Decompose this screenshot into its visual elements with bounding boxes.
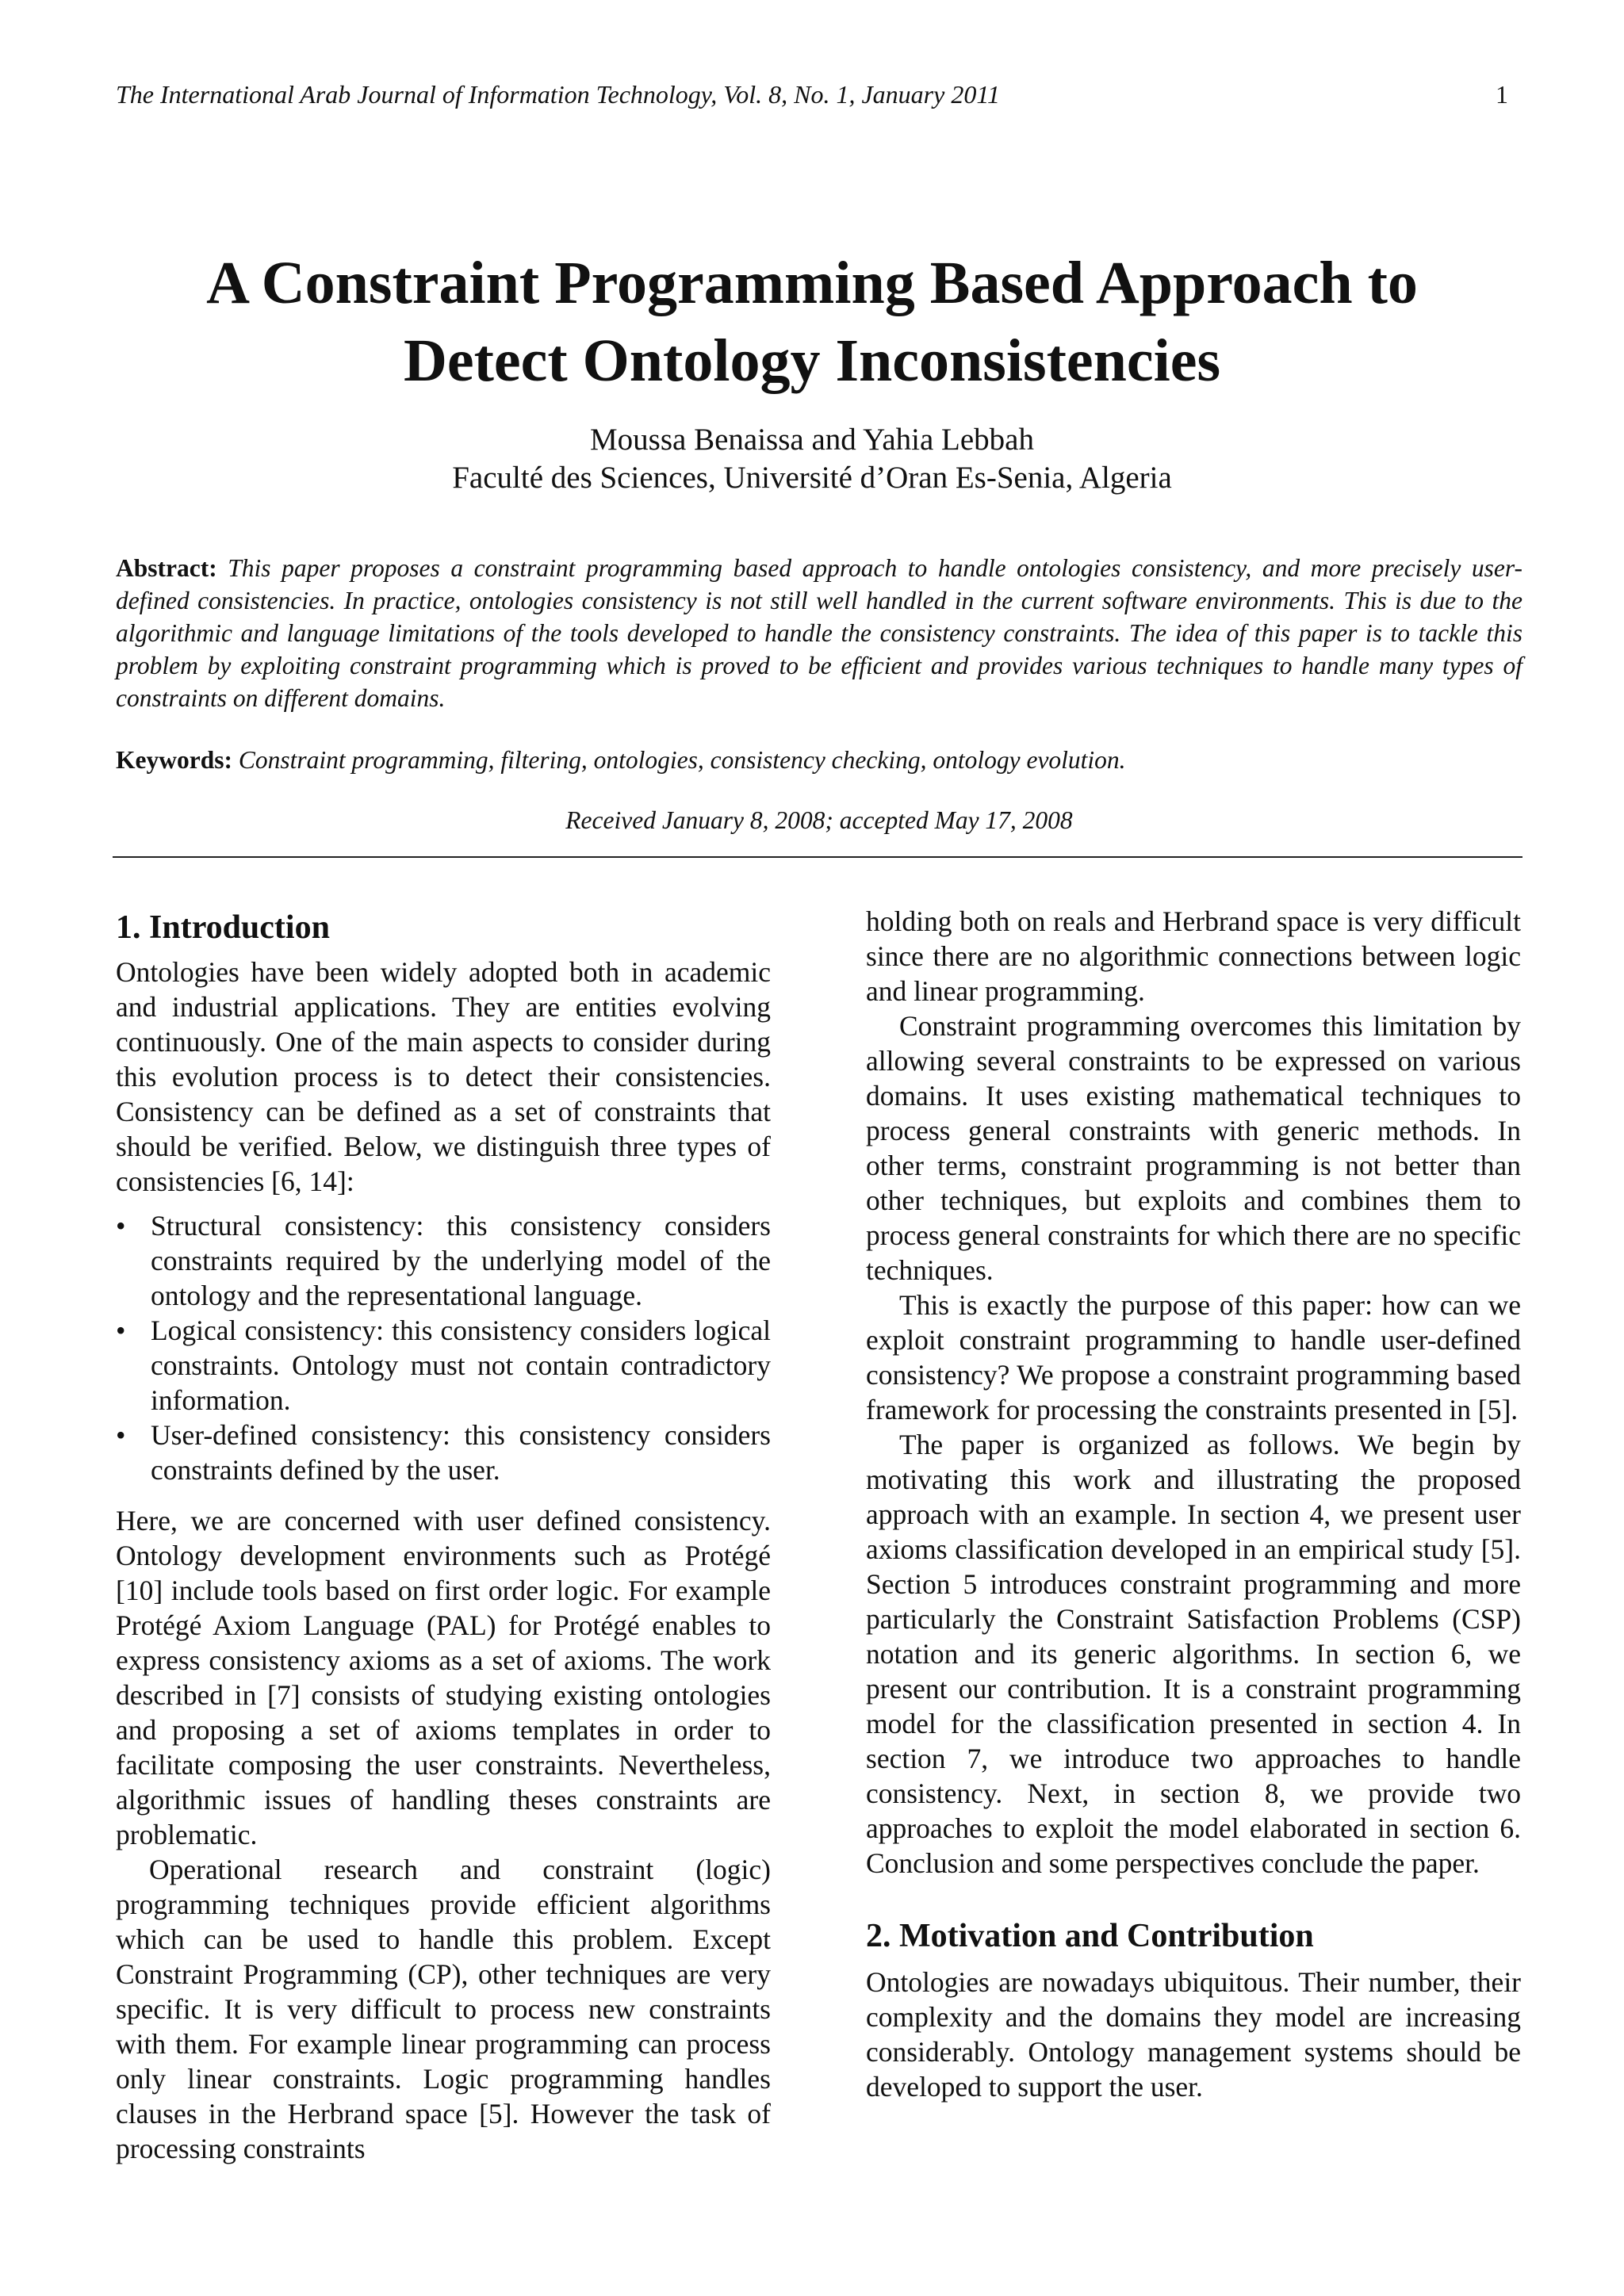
keywords-text: Constraint programming, filtering, ontologies, consistency checking, ontology evolution. bbox=[238, 746, 1126, 774]
right-column bbox=[866, 904, 1521, 2104]
bullet-icon: • bbox=[116, 1210, 126, 1242]
keywords-label: Keywords: bbox=[116, 746, 232, 774]
header-divider bbox=[113, 856, 1522, 858]
abstract-text: This paper proposes a constraint programming based approach to handle ontologies consistency, and more precisely user-defined consistencies. In practice, ontologies consistency is not still well handled in the current software environments. This is due to the algorithmic and language limitations of the tools developed to handle the consistency constraints. The idea of this paper is to tackle this problem by exploiting constraint programming which is proved to be efficient and provides various techniques to handle many types of constraints on different domains. bbox=[116, 554, 1522, 712]
journal-citation: The International Arab Journal of Information Technology, Vol. 8, No. 1, January 2011 bbox=[116, 80, 1000, 109]
intro-paragraph-5: This is exactly the purpose of this paper: how can we exploit constraint programming to handle user-defined consistency? We propose a constraint programming based framework for processing the constraints presented in [5]. bbox=[866, 1289, 1521, 1425]
abstract-label: Abstract: bbox=[116, 554, 217, 582]
paper-title bbox=[116, 244, 1508, 400]
list-item-text: Logical consistency: this consistency considers logical constraints. Ontology must not contain contradictory information. bbox=[151, 1314, 771, 1416]
intro-paragraph-6: The paper is organized as follows. We begin by motivating this work and illustrating the proposed approach with an example. In section 4, we present user axioms classification developed in an empirical study [5]. Section 5 introduces constraint programming and more particularly the Constraint Satisfaction Problems (CSP) notation and its generic algorithms. In section 6, we present our contribution. It is a constraint programming model for the classification presented in section 4. In section 7, we introduce two approaches to handle consistency. Next, in section 8, we provide two approaches to exploit the model elaborated in section 6. Conclusion and some perspectives conclude the paper. bbox=[866, 1429, 1521, 1879]
keywords bbox=[116, 744, 1522, 776]
intro-paragraph-2: Here, we are concerned with user defined consistency. Ontology development environments such as Protégé [10] include tools based on first order logic. For example Protégé Axiom Language (PAL) for Protégé enables to express consistency axioms as a set of axioms. The work described in [7] consists of studying existing ontologies and proposing a set of axioms templates in order to facilitate composing the user constraints. Nevertheless, algorithmic issues of handling theses constraints are problematic. bbox=[116, 1505, 771, 1850]
intro-paragraph-1: Ontologies have been widely adopted both in academic and industrial applications. They are entities evolving continuously. One of the main aspects to consider during this evolution process is to detect their consistencies. Consistency can be defined as a set of constraints that should be verified. Below, we distinguish three types of consistencies [6, 14]: bbox=[116, 956, 771, 1197]
running-header bbox=[116, 77, 1508, 112]
page-number: 1 bbox=[1496, 80, 1508, 109]
received-dates: Received January 8, 2008; accepted May 17, 2008 bbox=[565, 806, 1073, 834]
affiliation: Faculté des Sciences, Université d’Oran Es-Senia, Algeria bbox=[452, 461, 1172, 495]
list-item bbox=[116, 1313, 771, 1418]
intro-paragraph-3: Operational research and constraint (logic) programming techniques provide efficient algorithms which can be used to handle this problem. Except Constraint Programming (CP), other techniques are very specific. It is very difficult to process new constraints with them. For example linear programming can process only linear constraints. Logic programming handles clauses in the Herbrand space [5]. However the task of processing constraints bbox=[116, 1854, 771, 2164]
paper-title-line-1: A Constraint Programming Based Approach to bbox=[206, 250, 1418, 316]
list-item bbox=[116, 1418, 771, 1487]
abstract bbox=[116, 552, 1522, 714]
left-column bbox=[116, 904, 771, 2166]
intro-paragraph-3-continued: holding both on reals and Herbrand space is very difficult since there are no algorithmic connections between logic and linear programming. bbox=[866, 905, 1521, 1007]
intro-paragraph-4: Constraint programming overcomes this limitation by allowing several constraints to be expressed on various domains. It uses existing mathematical techniques to process general constraints with generic methods. In other terms, constraint programming is not better than other techniques, but exploits and combines them to process general constraints for which there are no specific techniques. bbox=[866, 1010, 1521, 1286]
bullet-icon: • bbox=[116, 1314, 126, 1346]
section-heading-motivation: 2. Motivation and Contribution bbox=[866, 1918, 1314, 1954]
list-item bbox=[116, 1208, 771, 1313]
motivation-paragraph-1: Ontologies are nowadays ubiquitous. Their number, their complexity and the domains they model are increasing considerably. Ontology management systems should be developed to support the user. bbox=[866, 1966, 1521, 2103]
list-item-text: User-defined consistency: this consistency considers constraints defined by the user. bbox=[151, 1419, 771, 1486]
list-item-text: Structural consistency: this consistency considers constraints required by the underlying model of the ontology and the representational language. bbox=[151, 1210, 771, 1311]
consistency-types-list bbox=[116, 1208, 771, 1487]
bullet-icon: • bbox=[116, 1419, 126, 1451]
section-heading-introduction: 1. Introduction bbox=[116, 909, 330, 946]
paper-title-line-2: Detect Ontology Inconsistencies bbox=[403, 327, 1221, 394]
authors: Moussa Benaissa and Yahia Lebbah bbox=[590, 423, 1034, 457]
